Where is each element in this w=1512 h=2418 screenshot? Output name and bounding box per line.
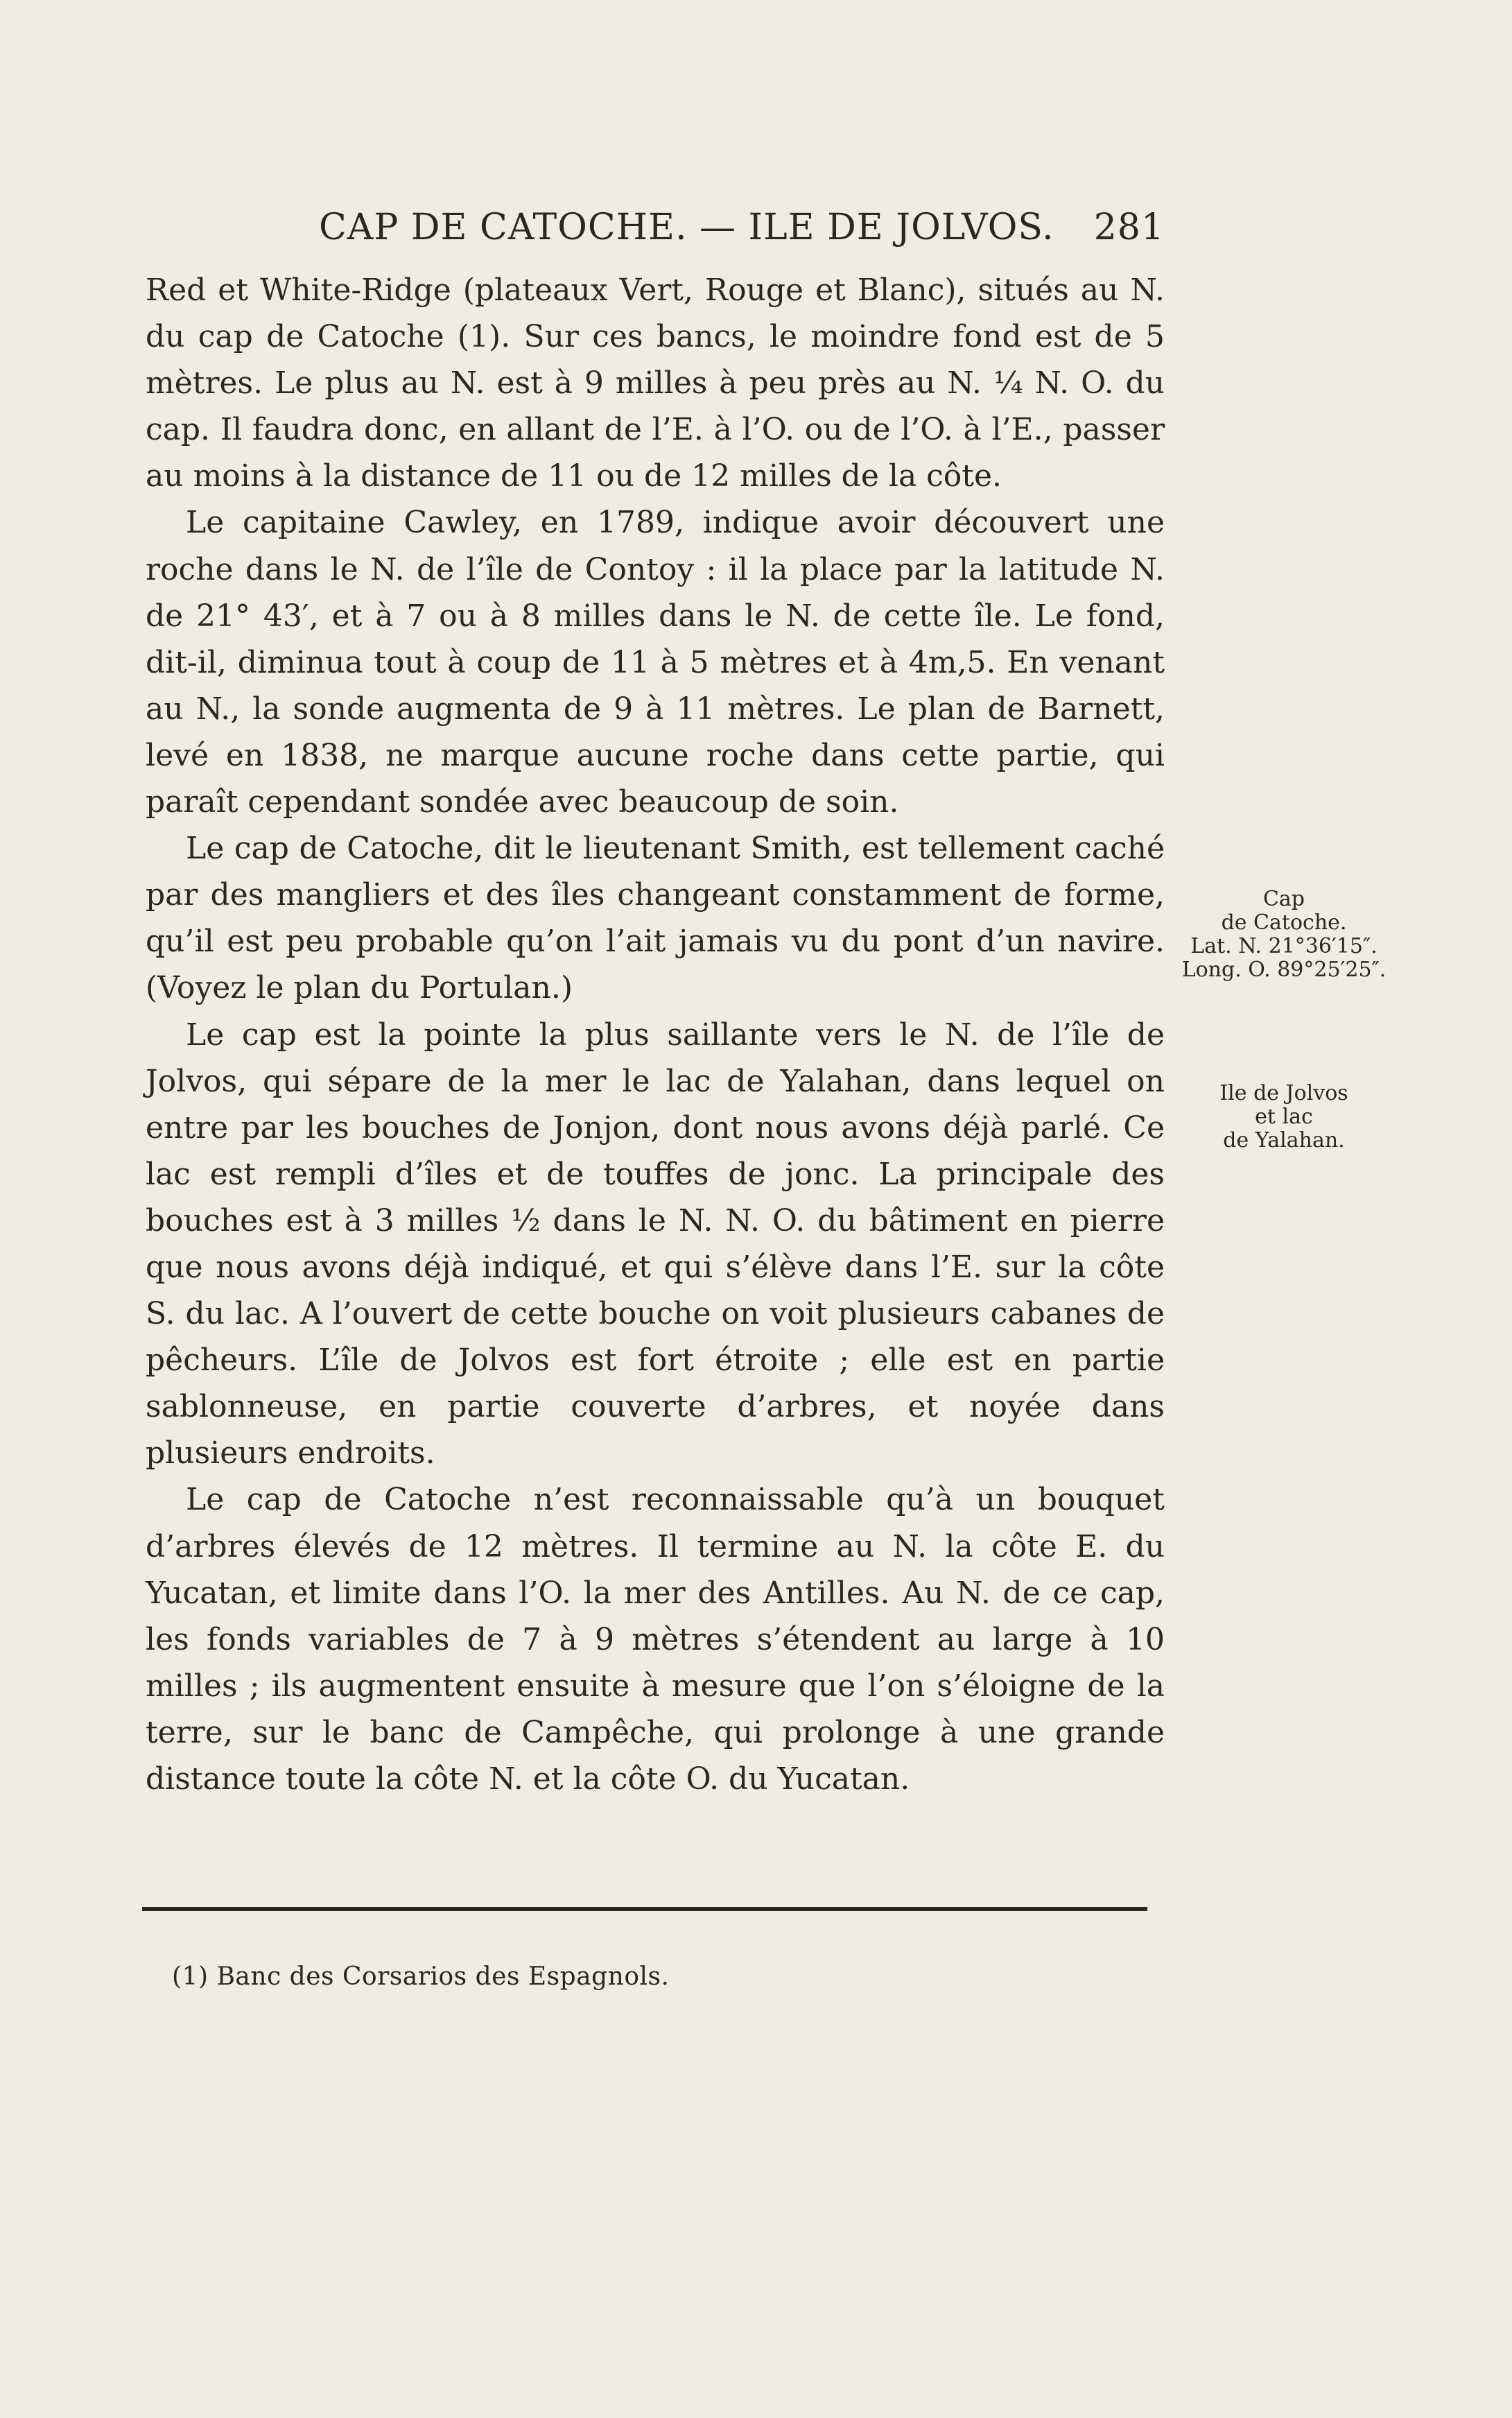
margin-note-line: Lat. N. 21°36′15″. [1190,934,1378,958]
page-number: 281 [1093,207,1165,248]
paragraph-2: Le capitaine Cawley, en 1789, indique avoir découvert une roche dans le N. de l’île de Contoy : il la place par la latitude N. de 21° 43′, et à 7 ou à 8 milles dans le N. de cette île. Le fond, dit-il, diminua tout à coup de 11 à 5 mètres et à 4m,5. En venant au N., la sonde augmenta de 9 à 11 mètres. Le plan de Barnett, levé en 1838, ne marque aucune roche dans cette partie, qui paraît cependant sondée avec beaucoup de soin. [146,505,1165,820]
paragraph-4: Le cap est la pointe la plus saillante vers le N. de l’île de Jolvos, qui sépare de la mer le lac de Yalahan, dans lequel on entre par les bouches de Jonjon, dont nous avons déjà parlé. Ce lac est rempli d’îles et de touffes de jonc. La principale des bouches est à 3 milles ½ dans le N. N. O. du bâtiment en pierre que nous avons déjà indiqué, et qui s’élève dans l’E. sur la côte S. du lac. A l’ouvert de cette bouche on voit plusieurs cabanes de pêcheurs. L’île de Jolvos est fort étroite ; elle est en partie sablonneuse, en partie couverte d’arbres, et noyée dans plusieurs endroits. [146,1017,1165,1471]
body-text [146,267,1165,1802]
margin-note-line: et lac [1255,1105,1313,1129]
paragraph-5: Le cap de Catoche n’est reconnaissable qu’à un bouquet d’arbres élevés de 12 mètres. Il termine au N. la côte E. du Yucatan, et limite dans l’O. la mer des Antilles. Au N. de ce cap, les fonds variables de 7 à 9 mètres s’étendent au large à 10 milles ; ils augmentent ensuite à mesure que l’on s’éloigne de la terre, sur le banc de Campêche, qui prolonge à une grande distance toute la côte N. et la côte O. du Yucatan. [146,1482,1165,1797]
margin-note-line: de Yalahan. [1223,1128,1345,1152]
paragraph-3: Le cap de Catoche, dit le lieutenant Smith, est tellement caché par des mangliers et des îles changeant constamment de forme, qu’il est peu probable qu’on l’ait jamais vu du pont d’un navire. (Voyez le plan du Portulan.) [146,831,1165,1006]
footnote: (1) Banc des Corsarios des Espagnols. [172,1962,670,1991]
margin-note-ile-jolvos [1173,1082,1395,1152]
paragraph-1: Red et White-Ridge (plateaux Vert, Rouge et Blanc), situés au N. du cap de Catoche (1). Sur ces bancs, le moindre fond est de 5 mètres. Le plus au N. est à 9 milles à peu près au N. ¼ N. O. du cap. Il faudra donc, en allant de l’E. à l’O. ou de l’O. à l’E., passer au moins à la distance de 11 ou de 12 milles de la côte. [146,273,1165,494]
running-title: CAP DE CATOCHE. — ILE DE JOLVOS. [319,207,1054,248]
margin-note-line: de Catoche. [1221,910,1347,935]
page-header [305,201,1165,257]
margin-note-line: Cap [1262,887,1305,911]
footnote-divider [142,1907,1147,1911]
margin-note-line: Ile de Jolvos [1219,1081,1348,1105]
margin-note-cap-catoche [1173,888,1395,982]
margin-note-line: Long. O. 89°25′25″. [1181,958,1387,982]
